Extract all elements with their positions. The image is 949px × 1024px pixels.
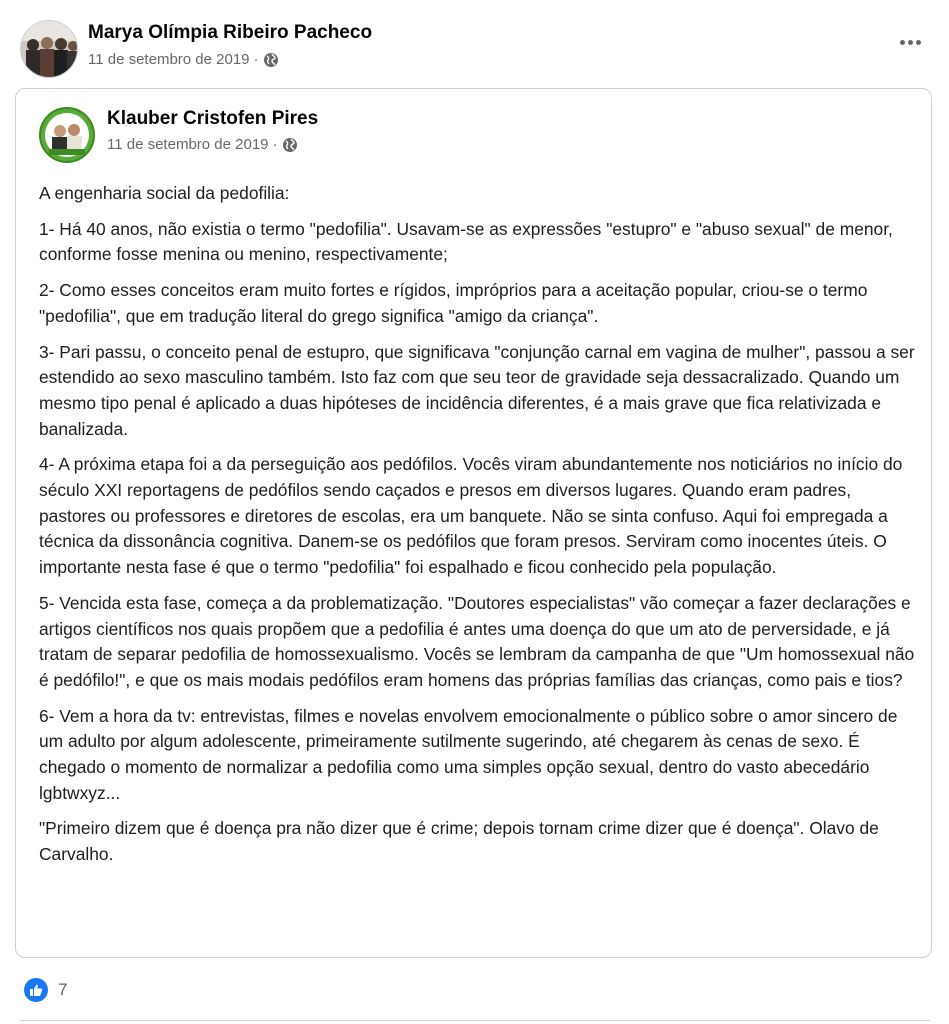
- meta-separator: ·: [272, 136, 278, 153]
- post-paragraph: "Primeiro dizem que é doença pra não dizer que é crime; depois tornam crime dizer que é doença". Olavo de Carvalho.: [39, 818, 879, 865]
- avatar-photo: [21, 21, 77, 77]
- reaction-count: 7: [58, 980, 68, 999]
- more-options-icon[interactable]: [894, 32, 926, 52]
- post-paragraph: 3- Pari passu, o conceito penal de estupro, que significava "conjunção carnal em vagina de mulher", passou a ser estendido ao sexo masculino também. Isto faz com que seu teor de gravidade seja dessacralizado. Quando um mesmo tipo penal é aplicado a duas hipóteses de incidência diferentes, é a mais grave que fica relativizada e banalizada.: [39, 341, 915, 439]
- globe-icon[interactable]: [263, 52, 279, 68]
- globe-icon[interactable]: [282, 137, 298, 153]
- post-paragraph: 1- Há 40 anos, não existia o termo "pedofilia". Usavam-se as expressões "estupro" e "abuso sexual" de menor, conforme fosse menina ou menino, respectivamente;: [39, 218, 893, 265]
- shared-post-card[interactable]: [15, 88, 932, 958]
- post-date[interactable]: 11 de setembro de 2019: [88, 51, 250, 68]
- shared-post-meta: [107, 136, 298, 153]
- shared-post-date[interactable]: 11 de setembro de 2019: [107, 136, 269, 153]
- reactions-summary[interactable]: [24, 978, 67, 1002]
- more-dot: [916, 40, 921, 45]
- post-paragraph: 6- Vem a hora da tv: entrevistas, filmes e novelas envolvem emocionalmente o público sobre o amor sincero de um adulto por algum adolescente, primeiramente sutilmente sugerindo, até chegarem às cenas de sexo. É chegado o momento de normalizar a pedofilia como uma simples opção sexual, dentro do vasto abecedário lgbtwxyz...: [39, 705, 898, 803]
- more-dot: [908, 40, 913, 45]
- post-paragraph: A engenharia social da pedofilia:: [39, 183, 290, 203]
- shared-author-name[interactable]: Klauber Cristofen Pires: [107, 108, 319, 129]
- shared-avatar-photo: [41, 109, 93, 161]
- like-icon: [24, 978, 48, 1002]
- author-name[interactable]: Marya Olímpia Ribeiro Pacheco: [88, 22, 373, 43]
- post-text: [39, 181, 919, 878]
- shared-author-avatar[interactable]: [39, 107, 95, 163]
- divider: [20, 1020, 930, 1021]
- post-paragraph: 2- Como esses conceitos eram muito fortes e rígidos, impróprios para a aceitação popular, criou-se o termo "pedofilia", que em tradução literal do grego significa "amigo da criança".: [39, 280, 868, 326]
- post-meta: [88, 51, 279, 68]
- post-header: [20, 18, 930, 78]
- meta-separator: ·: [253, 51, 259, 68]
- author-avatar[interactable]: [20, 20, 78, 78]
- more-dot: [900, 40, 905, 45]
- post-paragraph: 5- Vencida esta fase, começa a da problematização. "Doutores especialistas" vão começar a fazer declarações e artigos científicos nos quais propõem que a pedofilia é antes uma doença do que um ato de perversidade, e já tratam de separar pedofilia de homossexualismo. Vocês se lembram da campanha de que "Um homossexual não é pedófilo!", e que os mais modais pedófilos eram homens das próprias famílias das crianças, como pais e tios?: [39, 592, 915, 690]
- post-paragraph: 4- A próxima etapa foi a da perseguição aos pedófilos. Vocês viram abundantemente nos noticiários no início do século XXI reportagens de pedófilos sendo caçados e presos em diversos lugares. Quando eram padres, pastores ou professores e diretores de escolas, era um banquete. Não se sinta confuso. Aqui foi empregada a técnica da dissonância cognitiva. Danem-se os pedófilos que foram presos. Serviram como inocentes úteis. O importante nesta fase é que o termo "pedofilia" foi espalhado e ficou conhecido pela população.: [39, 454, 903, 578]
